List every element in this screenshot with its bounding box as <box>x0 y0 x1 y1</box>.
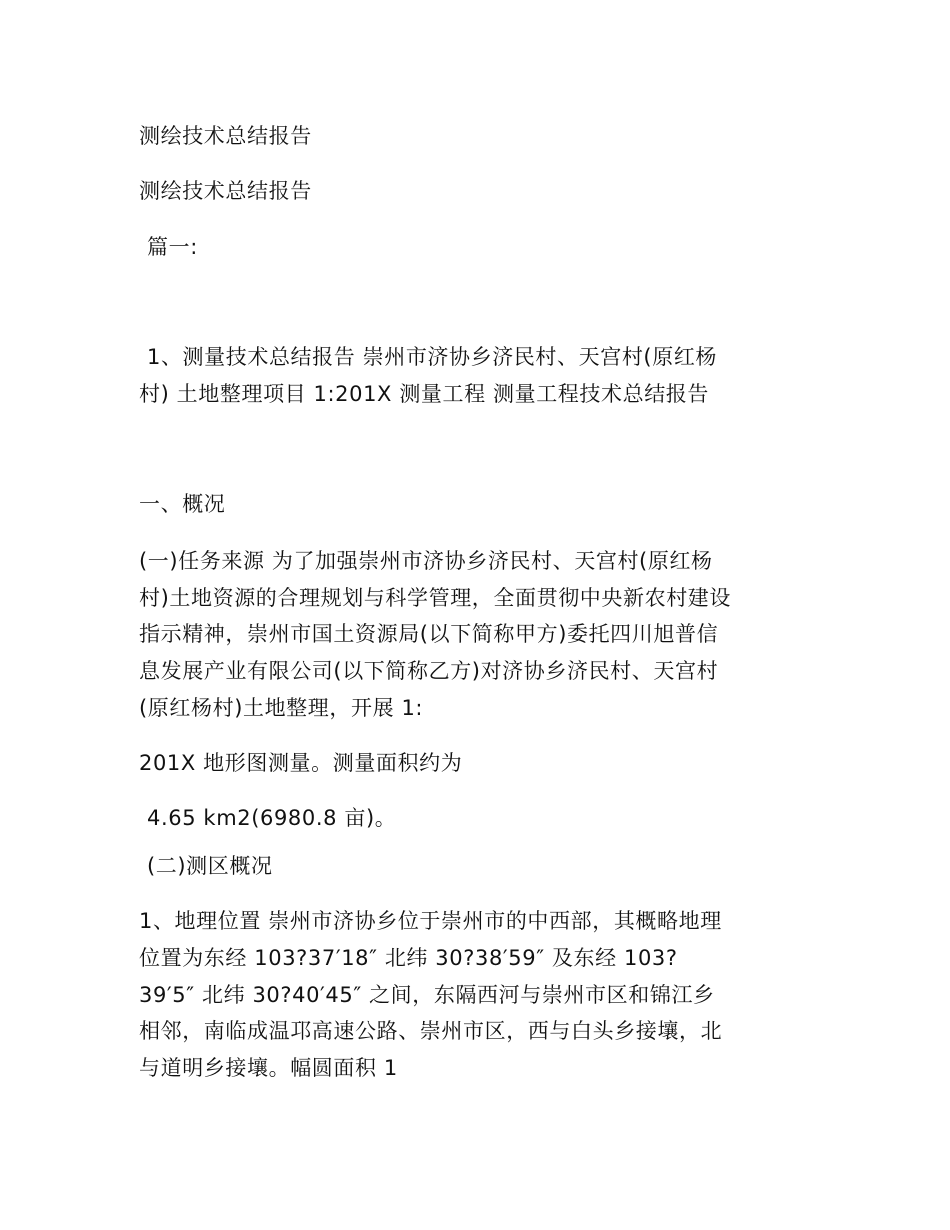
paragraph-line: 相邻，南临成温邛高速公路、崇州市区，西与白头乡接壤，北 <box>139 1019 723 1043</box>
part-label: 篇一: <box>147 235 198 259</box>
survey-area-heading: (二)测区概况 <box>147 854 273 878</box>
paragraph-line: 与道明乡接壤。幅圆面积 1 <box>139 1056 398 1080</box>
document-subtitle: 测绘技术总结报告 <box>139 179 312 203</box>
paragraph-line: 39′5″ 北纬 30?40′45″ 之间，东隔西河与崇州市区和锦江乡 <box>139 983 715 1007</box>
paragraph-line: 村)土地资源的合理规划与科学管理，全面贯彻中央新农村建设 <box>139 586 731 610</box>
document-title: 测绘技术总结报告 <box>139 124 312 148</box>
section-overview-heading: 一、概况 <box>139 492 226 516</box>
paragraph-line: 位置为东经 103?37′18″ 北纬 30?38′59″ 及东经 103? <box>139 946 678 970</box>
heading-item-line: 村) 土地整理项目 1:201X 测量工程 测量工程技术总结报告 <box>139 382 709 406</box>
paragraph-line: 1、地理位置 崇州市济协乡位于崇州市的中西部，其概略地理 <box>139 909 722 933</box>
paragraph-line: (原红杨村)土地整理，开展 1: <box>139 696 424 720</box>
scale-line: 201X 地形图测量。测量面积约为 <box>139 751 463 775</box>
paragraph-line: 息发展产业有限公司(以下简称乙方)对济协乡济民村、天宫村 <box>139 659 719 683</box>
heading-item-line: 1、测量技术总结报告 崇州市济协乡济民村、天宫村(原红杨 <box>147 345 718 369</box>
paragraph-line: 指示精神，崇州市国土资源局(以下简称甲方)委托四川旭普信 <box>139 622 719 646</box>
paragraph-line: (一)任务来源 为了加强崇州市济协乡济民村、天宫村(原红杨 <box>139 549 713 573</box>
area-line: 4.65 km2(6980.8 亩)。 <box>147 806 397 830</box>
